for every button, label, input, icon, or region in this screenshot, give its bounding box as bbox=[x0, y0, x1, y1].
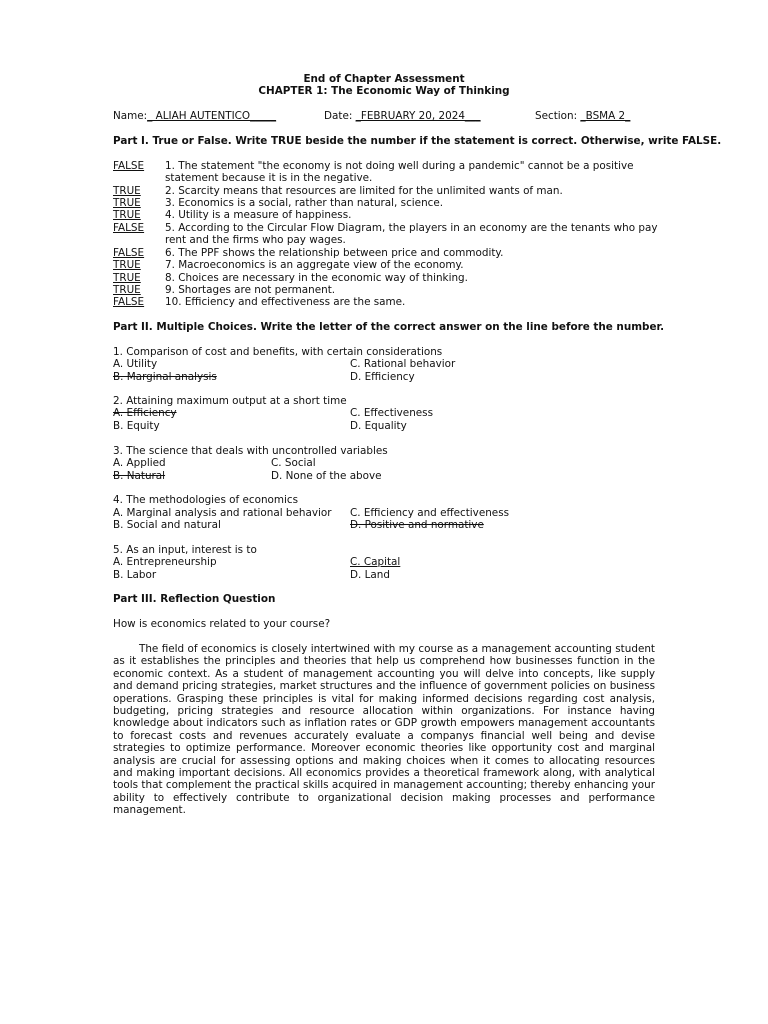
reflection-answer: The field of economics is closely intertwined with my course as a management accounting student as it establishes the principles and theories that help us comprehend how businesses function in the economic context. As a student of management accounting you will delve into concepts, like supply and demand pricing strategies, market structures and the influence of government policies on business operations. Grasping these principles is vital for making informed decisions regarding cost analysis, budgeting, pricing strategies and resource allocation within organizations. For instance having knowledge about indicators such as inflation rates or GDP growth empowers management accountants to forecast costs and revenues accurately evaluate a companys financial well being and devise strategies to optimize performance. Moreover economic theories like opportunity cost and marginal analysis are crucial for assessing options and making choices when it comes to allocating resources and making important decisions. All economics provides a theoretical framework along, with analytical tools that complement the practical skills acquired in management accounting; thereby enhancing your ability to effectively contribute to organizational decision making processes and performance management. bbox=[113, 643, 655, 817]
tf-answer: TRUE bbox=[113, 259, 141, 271]
mc-option: A. Entrepreneurship bbox=[113, 556, 217, 568]
part3-heading: Part III. Reflection Question bbox=[113, 593, 276, 605]
mc-question: 1. Comparison of cost and benefits, with certain considerations bbox=[113, 346, 443, 358]
mc-question: 4. The methodologies of economics bbox=[113, 494, 299, 506]
mc-question: 2. Attaining maximum output at a short time bbox=[113, 395, 347, 407]
mc-option: C. Rational behavior bbox=[350, 358, 456, 370]
reflection-question: How is economics related to your course? bbox=[113, 618, 331, 630]
mc-option: C. Social bbox=[271, 457, 316, 469]
tf-answer: TRUE bbox=[113, 284, 141, 296]
tf-answer: FALSE bbox=[113, 247, 145, 259]
tf-answer: FALSE bbox=[113, 160, 145, 172]
mc-option: C. Efficiency and effectiveness bbox=[350, 507, 510, 519]
part2-heading: Part II. Multiple Choices. Write the letter of the correct answer on the line before the number. bbox=[113, 321, 665, 333]
tf-answer: FALSE bbox=[113, 296, 145, 308]
mc-option: D. None of the above bbox=[271, 470, 382, 482]
tf-statement: 1. The statement "the economy is not doing well during a pandemic" cannot be a positive bbox=[165, 160, 634, 172]
mc-option-marked: C. Capital bbox=[350, 556, 401, 568]
tf-answer: FALSE bbox=[113, 222, 145, 234]
mc-option: A. Applied bbox=[113, 457, 166, 469]
document-title: End of Chapter Assessment bbox=[303, 73, 465, 85]
section-line bbox=[535, 110, 630, 122]
name-line bbox=[113, 110, 276, 122]
tf-statement: 10. Efficiency and effectiveness are the same. bbox=[165, 296, 406, 308]
mc-option: C. Effectiveness bbox=[350, 407, 433, 419]
date-label: Date: bbox=[324, 110, 353, 122]
date-value: _FEBRUARY 20, 2024___ bbox=[355, 110, 481, 122]
part1-heading: Part I. True or False. Write TRUE beside the number if the statement is correct. Otherwise, write FALSE. bbox=[113, 135, 722, 147]
tf-statement: 6. The PPF shows the relationship between price and commodity. bbox=[165, 247, 504, 259]
mc-option-marked: B. Marginal analysis bbox=[113, 371, 217, 383]
tf-statement: 3. Economics is a social, rather than natural, science. bbox=[165, 197, 444, 209]
mc-option: D. Land bbox=[350, 569, 390, 581]
tf-statement: 7. Macroeconomics is an aggregate view of the economy. bbox=[165, 259, 464, 271]
tf-statement: 8. Choices are necessary in the economic way of thinking. bbox=[165, 272, 468, 284]
tf-answer: TRUE bbox=[113, 185, 141, 197]
tf-answer: TRUE bbox=[113, 197, 141, 209]
mc-option-marked: A. Efficiency bbox=[113, 407, 177, 419]
section-value: _BSMA 2_ bbox=[580, 110, 631, 122]
mc-question: 3. The science that deals with uncontrolled variables bbox=[113, 445, 388, 457]
tf-statement: 4. Utility is a measure of happiness. bbox=[165, 209, 352, 221]
mc-option: B. Equity bbox=[113, 420, 160, 432]
mc-option: A. Utility bbox=[113, 358, 158, 370]
tf-answer: TRUE bbox=[113, 209, 141, 221]
name-value: _ ALIAH AUTENTICO_____ bbox=[147, 110, 277, 122]
tf-statement: 9. Shortages are not permanent. bbox=[165, 284, 336, 296]
tf-statement-cont: rent and the firms who pay wages. bbox=[165, 234, 346, 246]
mc-option: B. Labor bbox=[113, 569, 157, 581]
date-line bbox=[324, 110, 481, 122]
section-label: Section: bbox=[535, 110, 578, 122]
mc-option: D. Efficiency bbox=[350, 371, 415, 383]
mc-option: A. Marginal analysis and rational behavior bbox=[113, 507, 332, 519]
mc-question: 5. As an input, interest is to bbox=[113, 544, 257, 556]
tf-statement-cont: statement because it is in the negative. bbox=[165, 172, 373, 184]
name-label: Name: bbox=[113, 110, 148, 122]
mc-option-marked: B. Natural bbox=[113, 470, 166, 482]
tf-statement: 5. According to the Circular Flow Diagram, the players in an economy are the tenants who pay bbox=[165, 222, 658, 234]
tf-answer: TRUE bbox=[113, 272, 141, 284]
mc-option: B. Social and natural bbox=[113, 519, 221, 531]
mc-option: D. Equality bbox=[350, 420, 407, 432]
tf-statement: 2. Scarcity means that resources are limited for the unlimited wants of man. bbox=[165, 185, 563, 197]
chapter-title: CHAPTER 1: The Economic Way of Thinking bbox=[258, 85, 510, 97]
mc-option-marked: D. Positive and normative bbox=[350, 519, 484, 531]
